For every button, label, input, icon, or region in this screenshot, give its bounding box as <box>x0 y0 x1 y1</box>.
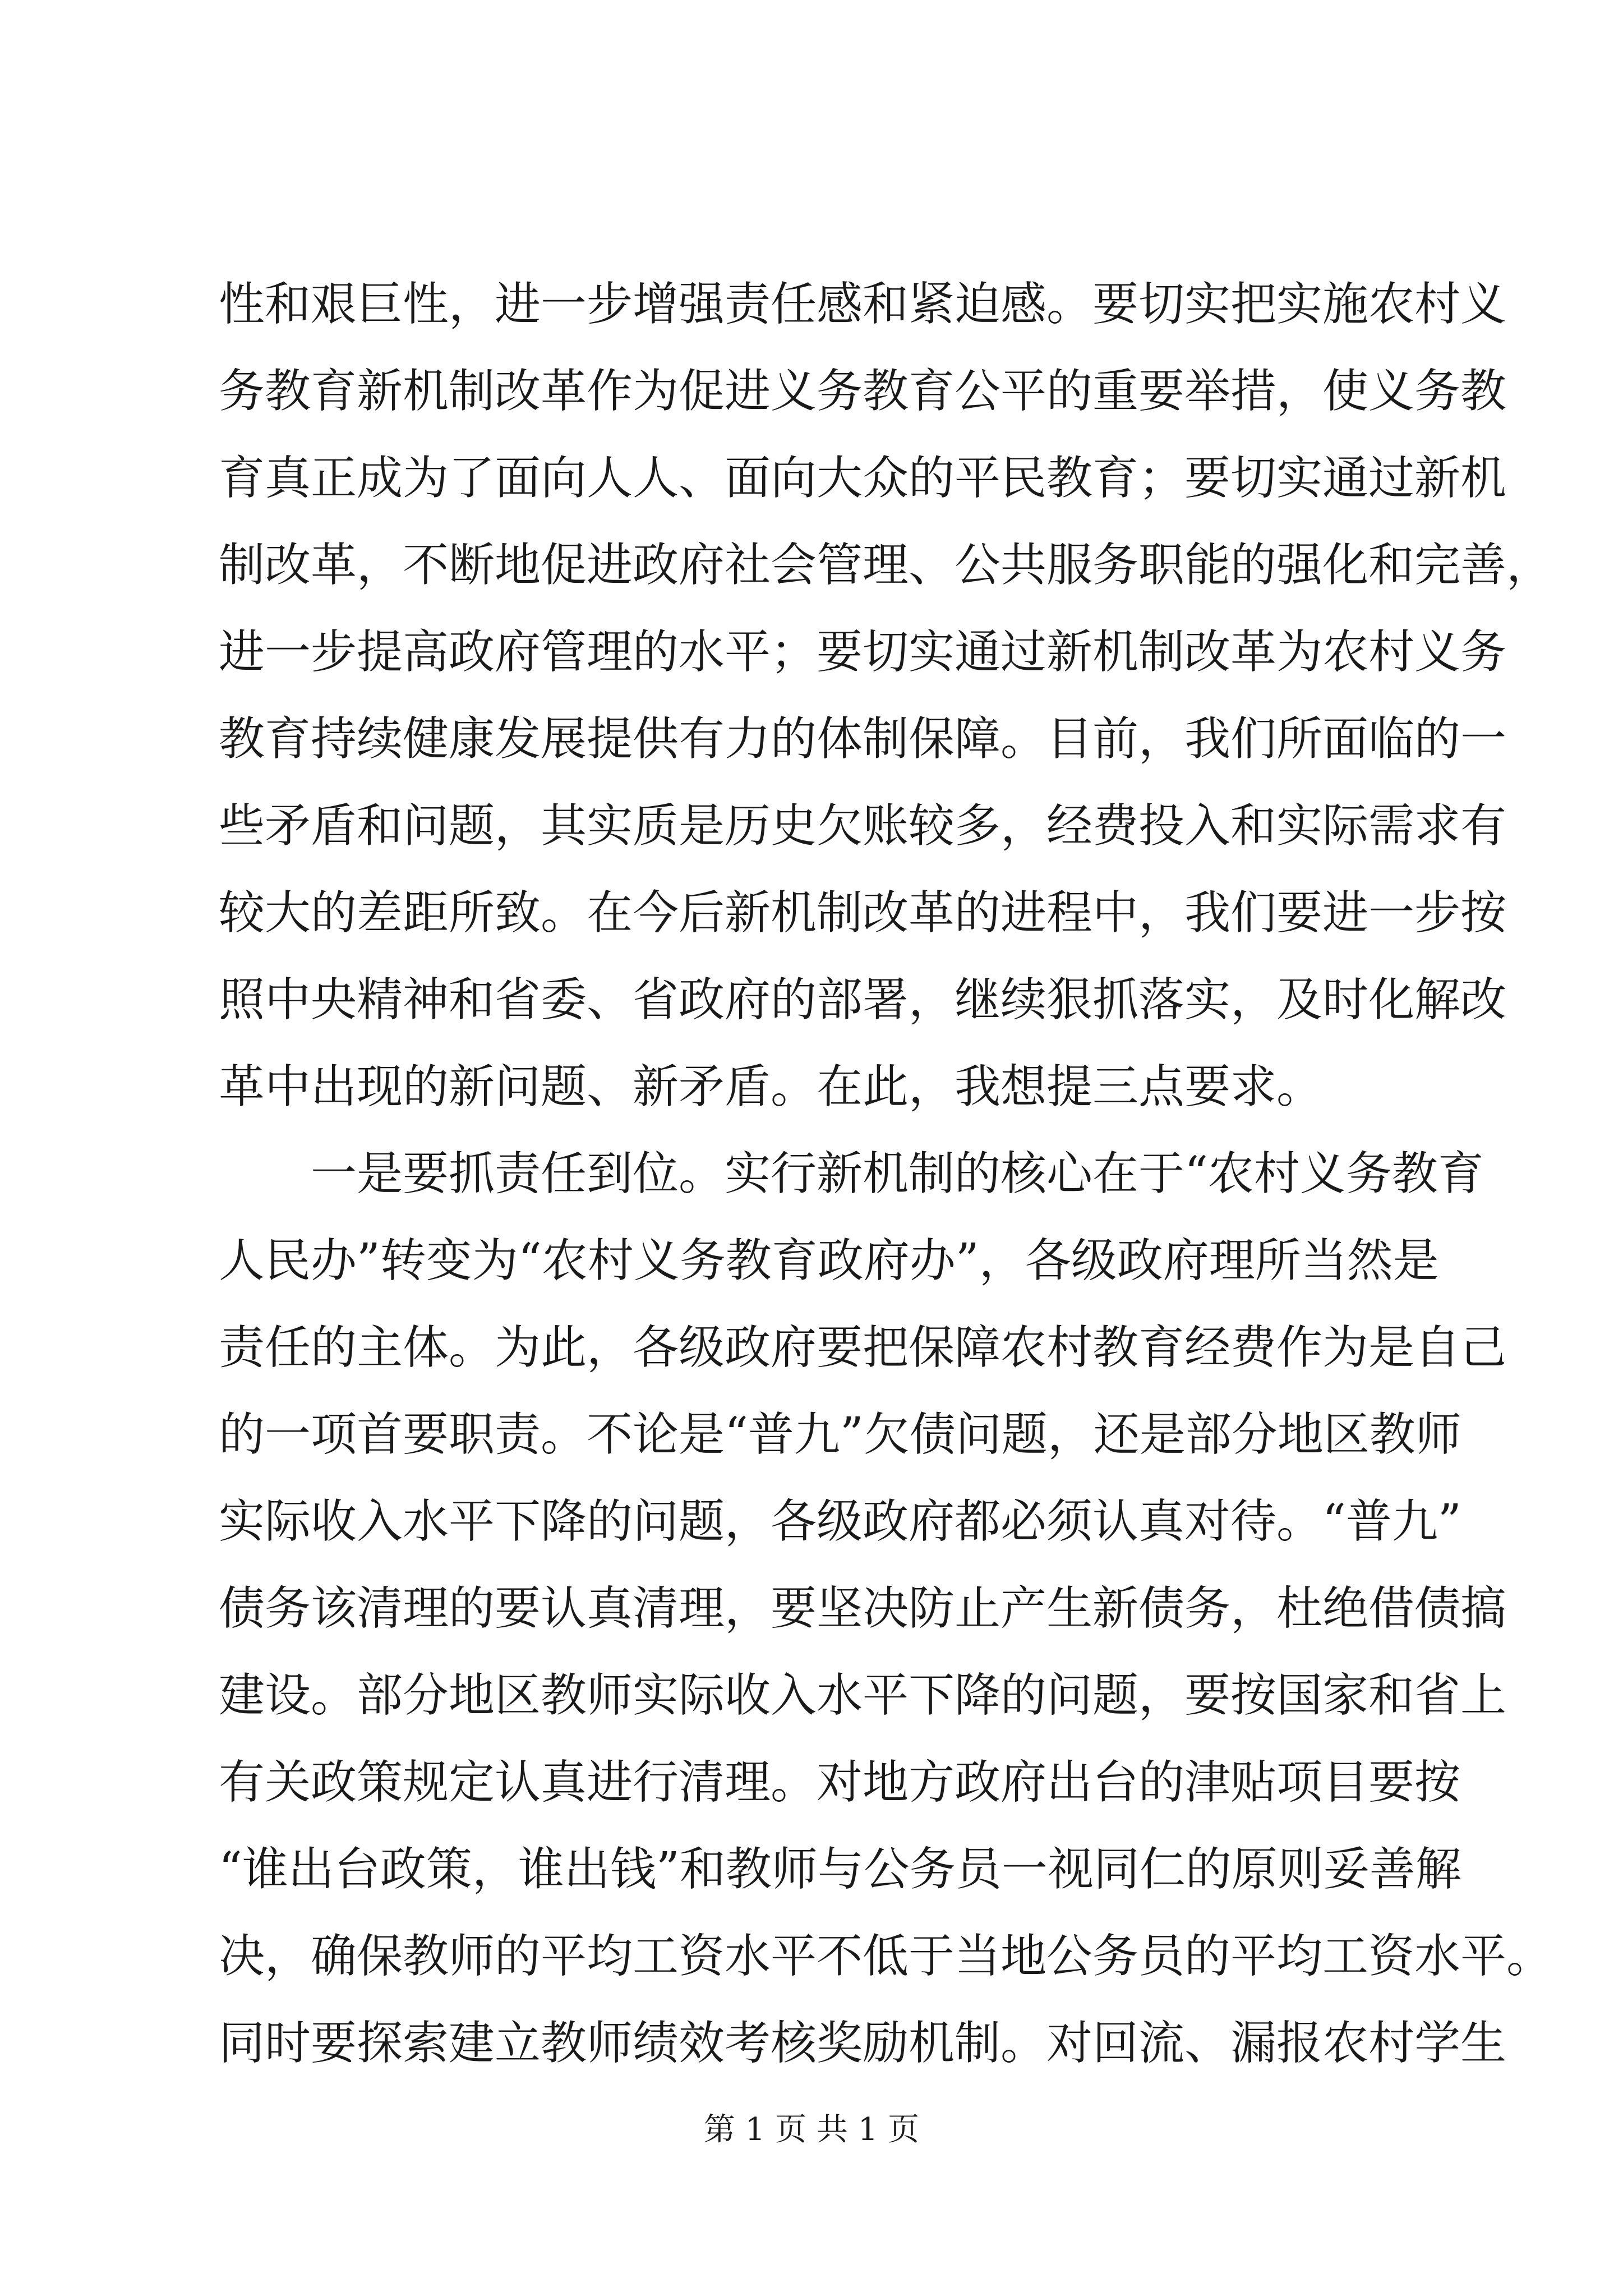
text-line: 同时要探索建立教师绩效考核奖励机制。对回流、漏报农村学生 <box>219 2017 1507 2070</box>
document-body <box>219 261 1553 2087</box>
text-line: 进一步提高政府管理的水平；要切实通过新机制改革为农村义务 <box>219 625 1507 679</box>
text-line: 人民办”转变为“农村义务教育政府办”，各级政府理所当然是 <box>219 1234 1439 1287</box>
paragraph-1 <box>219 261 1553 1130</box>
text-line: 责任的主体。为此，各级政府要把保障农村教育经费作为是自己 <box>219 1321 1507 1374</box>
text-line: 性和艰巨性，进一步增强责任感和紧迫感。要切实把实施农村义 <box>219 278 1507 331</box>
text-line: 照中央精神和省委、省政府的部署，继续狠抓落实，及时化解改 <box>219 973 1507 1027</box>
paragraph-2 <box>219 1130 1553 2087</box>
text-line: 些矛盾和问题，其实质是历史欠账较多，经费投入和实际需求有 <box>219 799 1507 853</box>
text-line: 一是要抓责任到位。实行新机制的核心在于“农村义务教育 <box>311 1147 1484 1200</box>
text-line: 决，确保教师的平均工资水平不低于当地公务员的平均工资水平。 <box>219 1930 1553 1983</box>
text-line: 务教育新机制改革作为促进义务教育公平的重要举措，使义务教 <box>219 365 1507 418</box>
text-line: 较大的差距所致。在今后新机制改革的进程中，我们要进一步按 <box>219 886 1507 940</box>
text-line: 教育持续健康发展提供有力的体制保障。目前，我们所面临的一 <box>219 712 1507 766</box>
text-line: 债务该清理的要认真清理，要坚决防止产生新债务，杜绝借债搞 <box>219 1582 1507 1635</box>
text-line: 有关政策规定认真进行清理。对地方政府出台的津贴项目要按 <box>219 1756 1461 1809</box>
text-line: 实际收入水平下降的问题，各级政府都必须认真对待。“普九” <box>219 1495 1461 1548</box>
page-footer <box>0 2110 1623 2150</box>
text-line: 建设。部分地区教师实际收入水平下降的问题，要按国家和省上 <box>219 1669 1507 1722</box>
text-line: 的一项首要职责。不论是“普九”欠债问题，还是部分地区教师 <box>219 1408 1461 1461</box>
text-line: 育真正成为了面向人人、面向大众的平民教育；要切实通过新机 <box>219 452 1507 505</box>
page-number: 第 1 页 共 1 页 <box>703 2111 920 2148</box>
text-line: “谁出台政策，谁出钱”和教师与公务员一视同仁的原则妥善解 <box>219 1843 1461 1896</box>
text-line: 革中出现的新问题、新矛盾。在此，我想提三点要求。 <box>219 1060 1323 1114</box>
text-line: 制改革，不断地促进政府社会管理、公共服务职能的强化和完善， <box>219 539 1553 592</box>
